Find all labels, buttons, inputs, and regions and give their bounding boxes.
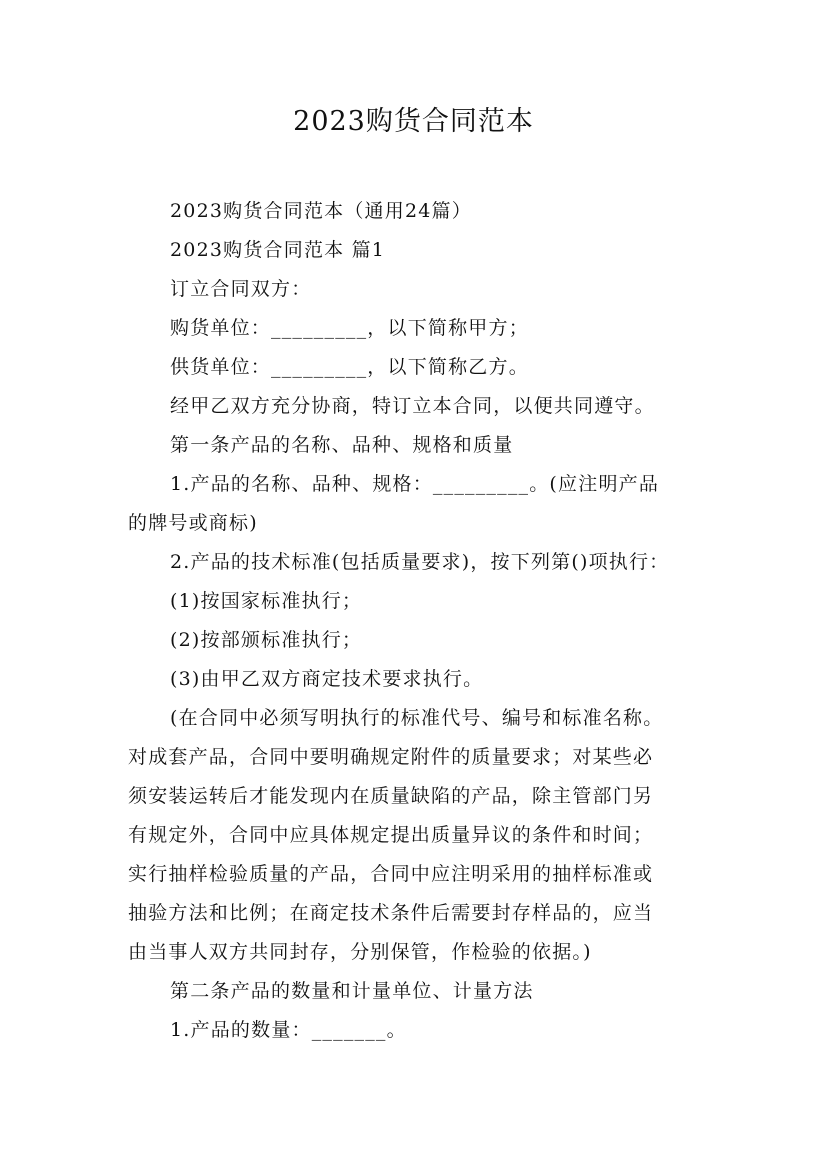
document-line: (3)由甲乙双方商定技术要求执行。 (170, 668, 484, 690)
document-line: 有规定外，合同中应具体规定提出质量异议的条件和时间； (128, 824, 654, 846)
document-line: 实行抽样检验质量的产品，合同中应注明采用的抽样标准或 (128, 863, 654, 885)
document-line: (2)按部颁标准执行； (170, 629, 363, 651)
document-line: 第一条产品的名称、品种、规格和质量 (170, 434, 514, 456)
document-line: (1)按国家标准执行； (170, 590, 363, 612)
document-line: 2.产品的技术标准(包括质量要求)，按下列第()项执行： (170, 551, 670, 573)
document-line: (在合同中必须写明执行的标准代号、编号和标准名称。 (170, 707, 664, 729)
document-line: 订立合同双方： (170, 278, 312, 300)
document-line: 1.产品的名称、品种、规格：_________。(应注明产品 (170, 473, 660, 495)
document-line: 的牌号或商标) (128, 512, 258, 534)
document-line: 2023购货合同范本 篇1 (170, 239, 386, 261)
document-line: 第二条产品的数量和计量单位、计量方法 (170, 980, 534, 1002)
document-title: 2023购货合同范本 (293, 106, 534, 137)
document-line: 由当事人双方共同封存，分别保管，作检验的依据。) (128, 941, 592, 963)
document-line: 2023购货合同范本（通用24篇） (170, 200, 472, 222)
document-line: 对成套产品，合同中要明确规定附件的质量要求；对某些必 (128, 746, 654, 768)
document-line: 供货单位：_________，以下简称乙方。 (170, 356, 529, 378)
document-line: 须安装运转后才能发现内在质量缺陷的产品，除主管部门另 (128, 785, 654, 807)
document-line: 抽验方法和比例；在商定技术条件后需要封存样品的，应当 (128, 902, 654, 924)
document-line: 1.产品的数量：_______。 (170, 1019, 407, 1041)
document-line: 购货单位：_________，以下简称甲方； (170, 317, 529, 339)
document-line: 经甲乙双方充分协商，特订立本合同，以便共同遵守。 (170, 395, 655, 417)
